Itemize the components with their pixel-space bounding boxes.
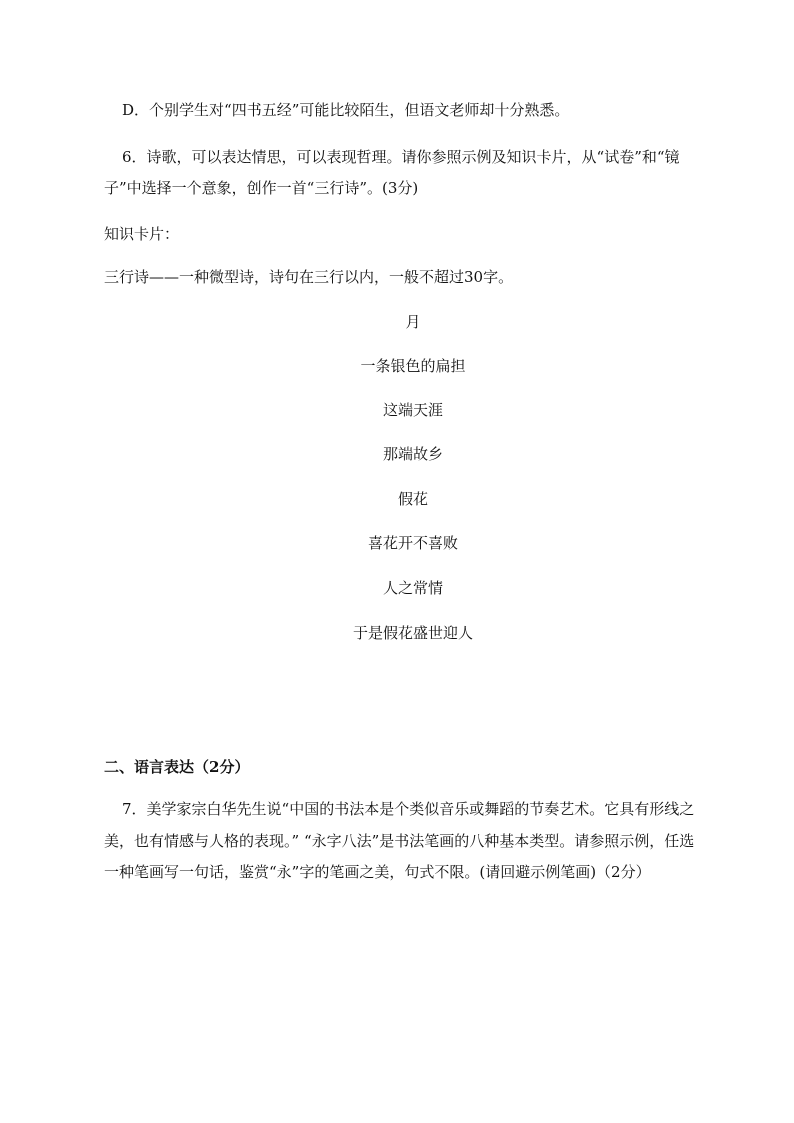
question-7-line-2: 美，也有情感与人格的表现。” “永字八法”是书法笔画的八种基本类型。请参照示例，任选 (104, 832, 695, 850)
poem-1-title: 月 (405, 313, 421, 331)
poem-2-line-3: 于是假花盛世迎人 (352, 624, 473, 642)
poem-2-title: 假花 (397, 490, 428, 508)
poem-1-line-3: 那端故乡 (382, 445, 443, 463)
poem-2-line-1: 喜花开不喜败 (367, 534, 458, 552)
poem-2-line-2: 人之常情 (382, 579, 443, 597)
section-2-heading: 二、语言表达（2分） (104, 758, 250, 776)
question-6-line-1: 6．诗歌，可以表达情思，可以表现哲理。请你参照示例及知识卡片，从“试卷”和“镜 (122, 148, 680, 166)
option-d-text: D．个别学生对“四书五经”可能比较陌生，但语文老师却十分熟悉。 (122, 101, 570, 119)
question-7-line-3: 一种笔画写一句话，鉴赏“永”字的笔画之美，句式不限。(请回避示例笔画)（2分） (104, 863, 651, 881)
knowledge-card-text: 三行诗——一种微型诗，诗句在三行以内，一般不超过30字。 (104, 268, 514, 286)
question-7-line-1: 7．美学家宗白华先生说“中国的书法本是个类似音乐或舞蹈的节奏艺术。它具有形线之 (122, 800, 695, 818)
knowledge-card-label: 知识卡片： (104, 225, 180, 243)
poem-1-line-1: 一条银色的扁担 (360, 357, 466, 375)
poem-1-line-2: 这端天涯 (382, 401, 443, 419)
question-6-line-2: 子”中选择一个意象，创作一首“三行诗”。(3分) (104, 179, 419, 197)
